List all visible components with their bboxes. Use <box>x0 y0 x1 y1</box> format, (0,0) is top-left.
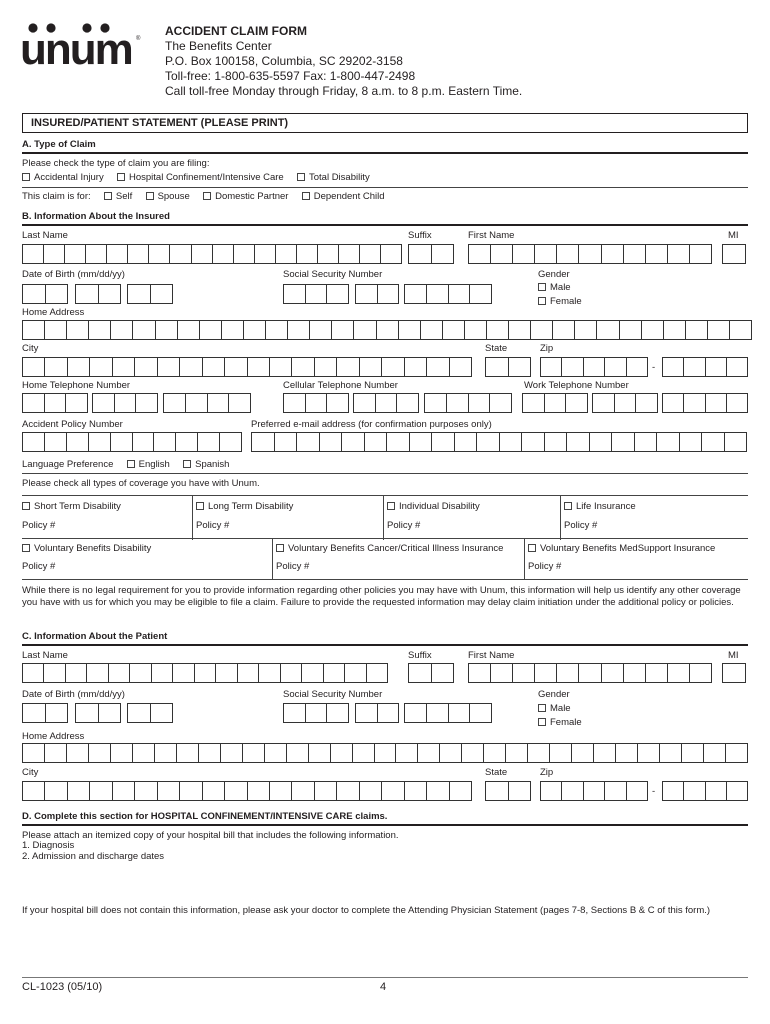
work-phone-prefix[interactable] <box>592 393 658 413</box>
insured-ssn-part1[interactable] <box>283 284 349 304</box>
patient-ssn-part1[interactable] <box>283 703 349 723</box>
dob-label: Date of Birth (mm/dd/yy) <box>22 689 125 700</box>
state-label: State <box>485 343 508 354</box>
gender-male-option: Male <box>538 703 571 714</box>
vb-medsupport-option: Voluntary Benefits MedSupport Insurance <box>528 543 715 554</box>
gender-female-option: Female <box>538 296 582 307</box>
cell-phone-prefix[interactable] <box>353 393 419 413</box>
unum-logo <box>20 22 145 71</box>
patient-ssn-part3[interactable] <box>404 703 492 723</box>
suffix-label: Suffix <box>408 650 432 661</box>
vb-disability-checkbox[interactable] <box>22 544 30 552</box>
last-name-label: Last Name <box>22 230 68 241</box>
section-d-title: D. Complete this section for HOSPITAL CONFINEMENT/INTENSIVE CARE claims. <box>22 811 388 822</box>
divider <box>272 538 273 580</box>
zip-label: Zip <box>540 767 554 778</box>
life-insurance-option: Life Insurance <box>564 501 636 512</box>
address-line: The Benefits Center <box>165 39 272 53</box>
self-checkbox[interactable] <box>104 192 112 200</box>
hospital-bill-instruction: Please attach an itemized copy of your hospital bill that includes the following information. <box>22 830 399 841</box>
divider <box>22 538 748 539</box>
ssn-label: Social Security Number <box>283 269 383 280</box>
patient-home-address-field[interactable] <box>22 743 748 763</box>
divider <box>22 187 748 188</box>
diagnosis-item: 1. Diagnosis <box>22 840 75 851</box>
vb-medsupport-checkbox[interactable] <box>528 544 536 552</box>
male-checkbox[interactable] <box>538 704 546 712</box>
gender-female-option: Female <box>538 717 582 728</box>
total-disability-checkbox[interactable] <box>297 173 305 181</box>
divider <box>22 579 748 580</box>
svg-text:®: ® <box>136 36 141 42</box>
insured-first-name-field[interactable] <box>468 244 712 264</box>
divider <box>524 538 525 580</box>
divider <box>22 473 748 474</box>
address-line: Toll-free: 1-800-635-5597 Fax: 1-800-447-2498 <box>165 69 416 83</box>
insured-ssn-part2[interactable] <box>355 284 399 304</box>
city-label: City <box>22 343 39 354</box>
divider <box>383 495 384 540</box>
insured-ssn-part3[interactable] <box>404 284 492 304</box>
patient-zip4-field[interactable] <box>662 781 748 801</box>
first-name-label: First Name <box>468 230 515 241</box>
section-c-title: C. Information About the Patient <box>22 631 168 642</box>
individual-disability-checkbox[interactable] <box>387 502 395 510</box>
english-checkbox[interactable] <box>127 460 135 468</box>
suffix-label: Suffix <box>408 230 432 241</box>
form-code: CL-1023 (05/10) <box>22 981 103 993</box>
gender-male-option: Male <box>538 282 571 293</box>
home-address-label: Home Address <box>22 731 85 742</box>
patient-mi-field[interactable] <box>722 663 746 683</box>
patient-dob-month[interactable] <box>22 703 68 723</box>
mi-label: MI <box>728 650 739 661</box>
patient-last-name-field[interactable] <box>22 663 388 683</box>
divider <box>22 824 748 826</box>
home-phone-area[interactable] <box>22 393 88 413</box>
divider <box>22 152 748 154</box>
cell-phone-line[interactable] <box>424 393 512 413</box>
accidental-injury-checkbox[interactable] <box>22 173 30 181</box>
city-label: City <box>22 767 39 778</box>
patient-ssn-part2[interactable] <box>355 703 399 723</box>
address-line: P.O. Box 100158, Columbia, SC 29202-3158 <box>165 54 403 68</box>
ssn-label: Social Security Number <box>283 689 383 700</box>
policy-number-label: Policy # <box>276 561 310 572</box>
zip-dash: - <box>652 362 656 373</box>
insured-dob-month[interactable] <box>22 284 68 304</box>
section-a-title: A. Type of Claim <box>22 139 96 150</box>
home-phone-label: Home Telephone Number <box>22 380 131 391</box>
policy-number-label: Policy # <box>22 520 56 531</box>
state-label: State <box>485 767 508 778</box>
vb-cancer-option: Voluntary Benefits Cancer/Critical Illness Insurance <box>276 543 503 554</box>
patient-dob-day[interactable] <box>75 703 121 723</box>
home-phone-line[interactable] <box>163 393 251 413</box>
patient-suffix-field[interactable] <box>408 663 454 683</box>
insured-state-field[interactable] <box>485 357 531 377</box>
patient-state-field[interactable] <box>485 781 531 801</box>
coverage-disclaimer: While there is no legal requirement for you to provide information regarding other policies you may have with Unum, this information will help us identify any other coverage you have with us for which you may be eligible to file a claim. Failure to provide the requested information may delay claim initiation under the additional policy or policies. <box>22 585 741 608</box>
work-phone-label: Work Telephone Number <box>524 380 629 391</box>
insured-zip4-field[interactable] <box>662 357 748 377</box>
spouse-checkbox[interactable] <box>146 192 154 200</box>
gender-label: Gender <box>538 689 570 700</box>
patient-first-name-field[interactable] <box>468 663 712 683</box>
dob-label: Date of Birth (mm/dd/yy) <box>22 269 125 280</box>
home-address-label: Home Address <box>22 307 85 318</box>
divider <box>22 644 748 646</box>
address-line: Call toll-free Monday through Friday, 8 a.m. to 8 p.m. Eastern Time. <box>165 84 523 98</box>
accident-policy-number-field[interactable] <box>22 432 242 452</box>
divider <box>22 495 748 496</box>
cell-phone-area[interactable] <box>283 393 349 413</box>
patient-city-field[interactable] <box>22 781 472 801</box>
insured-city-field[interactable] <box>22 357 472 377</box>
individual-disability-option: Individual Disability <box>387 501 480 512</box>
domestic-partner-checkbox[interactable] <box>203 192 211 200</box>
form-title: ACCIDENT CLAIM FORM <box>165 24 307 38</box>
short-term-disability-checkbox[interactable] <box>22 502 30 510</box>
male-checkbox[interactable] <box>538 283 546 291</box>
language-preference: Language Preference English Spanish <box>22 459 230 470</box>
zip-label: Zip <box>540 343 554 354</box>
form-header <box>165 24 522 99</box>
policy-number-label: Policy # <box>196 520 230 531</box>
long-term-disability-checkbox[interactable] <box>196 502 204 510</box>
claim-for-options: This claim is for: Self Spouse Domestic Partner Dependent Child <box>22 191 385 202</box>
insured-home-address-field[interactable] <box>22 320 752 340</box>
work-phone-line[interactable] <box>662 393 748 413</box>
life-insurance-checkbox[interactable] <box>564 502 572 510</box>
insured-dob-day[interactable] <box>75 284 121 304</box>
claim-type-prompt: Please check the type of claim you are filing: <box>22 158 210 169</box>
section-b-title: B. Information About the Insured <box>22 211 170 222</box>
hospital-confinement-checkbox[interactable] <box>117 173 125 181</box>
insured-last-name-field[interactable] <box>22 244 402 264</box>
vb-cancer-checkbox[interactable] <box>276 544 284 552</box>
email-field[interactable] <box>251 432 747 452</box>
long-term-disability-option: Long Term Disability <box>196 501 293 512</box>
coverage-prompt: Please check all types of coverage you have with Unum. <box>22 478 260 489</box>
insured-suffix-field[interactable] <box>408 244 454 264</box>
policy-number-label: Policy # <box>564 520 598 531</box>
policy-number-label: Policy # <box>528 561 562 572</box>
statement-banner: INSURED/PATIENT STATEMENT (PLEASE PRINT) <box>22 113 748 133</box>
last-name-label: Last Name <box>22 650 68 661</box>
work-phone-area[interactable] <box>522 393 588 413</box>
divider <box>22 224 748 226</box>
female-checkbox[interactable] <box>538 297 546 305</box>
admission-dates-item: 2. Admission and discharge dates <box>22 851 165 862</box>
divider <box>560 495 561 540</box>
female-checkbox[interactable] <box>538 718 546 726</box>
cell-phone-label: Cellular Telephone Number <box>283 380 398 391</box>
claim-type-options: Accidental Injury Hospital Confinement/Intensive Care Total Disability <box>22 172 370 183</box>
home-phone-prefix[interactable] <box>92 393 158 413</box>
dependent-child-checkbox[interactable] <box>302 192 310 200</box>
physician-statement-note: If your hospital bill does not contain this information, please ask your doctor to complete the Attending Physician Statement (pages 7-8, Sections B & C of this form.) <box>22 905 711 916</box>
page-number: 4 <box>380 981 387 993</box>
policy-number-label: Policy # <box>387 520 421 531</box>
spanish-checkbox[interactable] <box>183 460 191 468</box>
policy-number-label: Accident Policy Number <box>22 419 123 430</box>
mi-label: MI <box>728 230 739 241</box>
vb-disability-option: Voluntary Benefits Disability <box>22 543 151 554</box>
divider <box>22 977 748 978</box>
gender-label: Gender <box>538 269 570 280</box>
email-label: Preferred e-mail address (for confirmation purposes only) <box>251 419 492 430</box>
patient-dob-year[interactable] <box>127 703 173 723</box>
svg-text:unum: unum <box>20 25 132 68</box>
insured-zip-field[interactable] <box>540 357 648 377</box>
divider <box>192 495 193 540</box>
insured-mi-field[interactable] <box>722 244 746 264</box>
insured-dob-year[interactable] <box>127 284 173 304</box>
policy-number-label: Policy # <box>22 561 56 572</box>
zip-dash: - <box>652 786 656 797</box>
first-name-label: First Name <box>468 650 515 661</box>
short-term-disability-option: Short Term Disability <box>22 501 121 512</box>
patient-zip-field[interactable] <box>540 781 648 801</box>
